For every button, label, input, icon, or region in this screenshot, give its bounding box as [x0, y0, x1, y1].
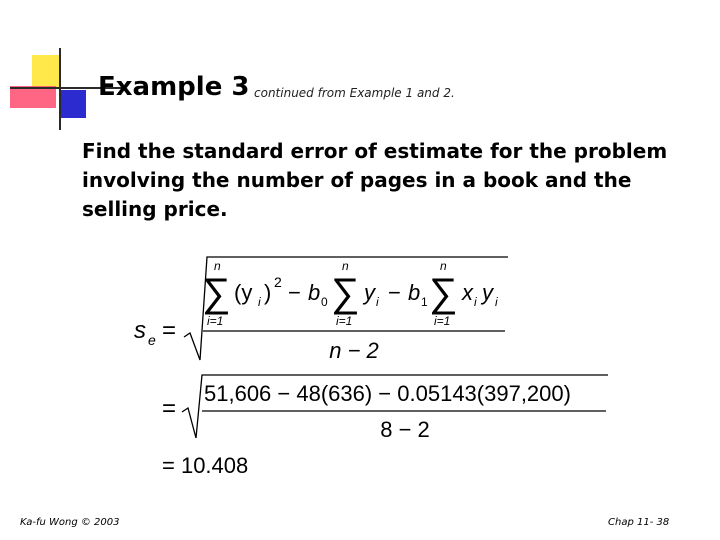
term1-sub: i [258, 295, 261, 309]
term1-exponent: 2 [274, 274, 282, 290]
sum1-upper: n [214, 259, 221, 273]
sum2-sigma: ∑ [331, 271, 360, 315]
result-value: = 10.408 [162, 453, 249, 478]
b1-symbol: b [408, 280, 421, 305]
term1-close: ) [264, 280, 272, 305]
b0-subscript: 0 [321, 295, 328, 309]
problem-statement: Find the standard error of estimate for the problem involving the number of pages in a book and the selling price. [82, 139, 668, 221]
b0-symbol: b [308, 280, 321, 305]
minus-1: − [288, 280, 301, 305]
y-subscript: i [376, 295, 379, 309]
lhs-subscript: e [148, 332, 156, 348]
equals-sign-1: = [162, 317, 177, 344]
y2-symbol: y [482, 280, 493, 305]
sum2-lower: i=1 [336, 314, 353, 328]
sum3-lower: i=1 [434, 314, 451, 328]
y-symbol: y [364, 280, 375, 305]
sum3-upper: n [440, 259, 447, 273]
y2-subscript: i [495, 295, 498, 309]
term1-open: (y [234, 280, 253, 305]
b1-subscript: 1 [421, 295, 428, 309]
slide-title: Example 3 [98, 72, 250, 102]
footer-author: Ka-fu Wong © 2003 [20, 517, 120, 528]
sum1-lower: i=1 [207, 314, 224, 328]
x-symbol: x [462, 280, 473, 305]
sum2-upper: n [342, 259, 349, 273]
minus-2: − [388, 280, 401, 305]
x-subscript: i [474, 295, 477, 309]
equals-sign-2: = [162, 395, 177, 422]
sum1-sigma: ∑ [202, 271, 231, 315]
step2-denominator: 8 − 2 [380, 417, 430, 442]
denominator-1: n − 2 [329, 338, 379, 363]
slide-subtitle: continued from Example 1 and 2. [254, 86, 455, 100]
lhs-symbol: s [134, 317, 146, 344]
footer-page-number: Chap 11- 38 [608, 517, 670, 528]
step2-numerator: 51,606 − 48(636) − 0.05143(397,200) [204, 381, 571, 406]
sum3-sigma: ∑ [429, 271, 458, 315]
